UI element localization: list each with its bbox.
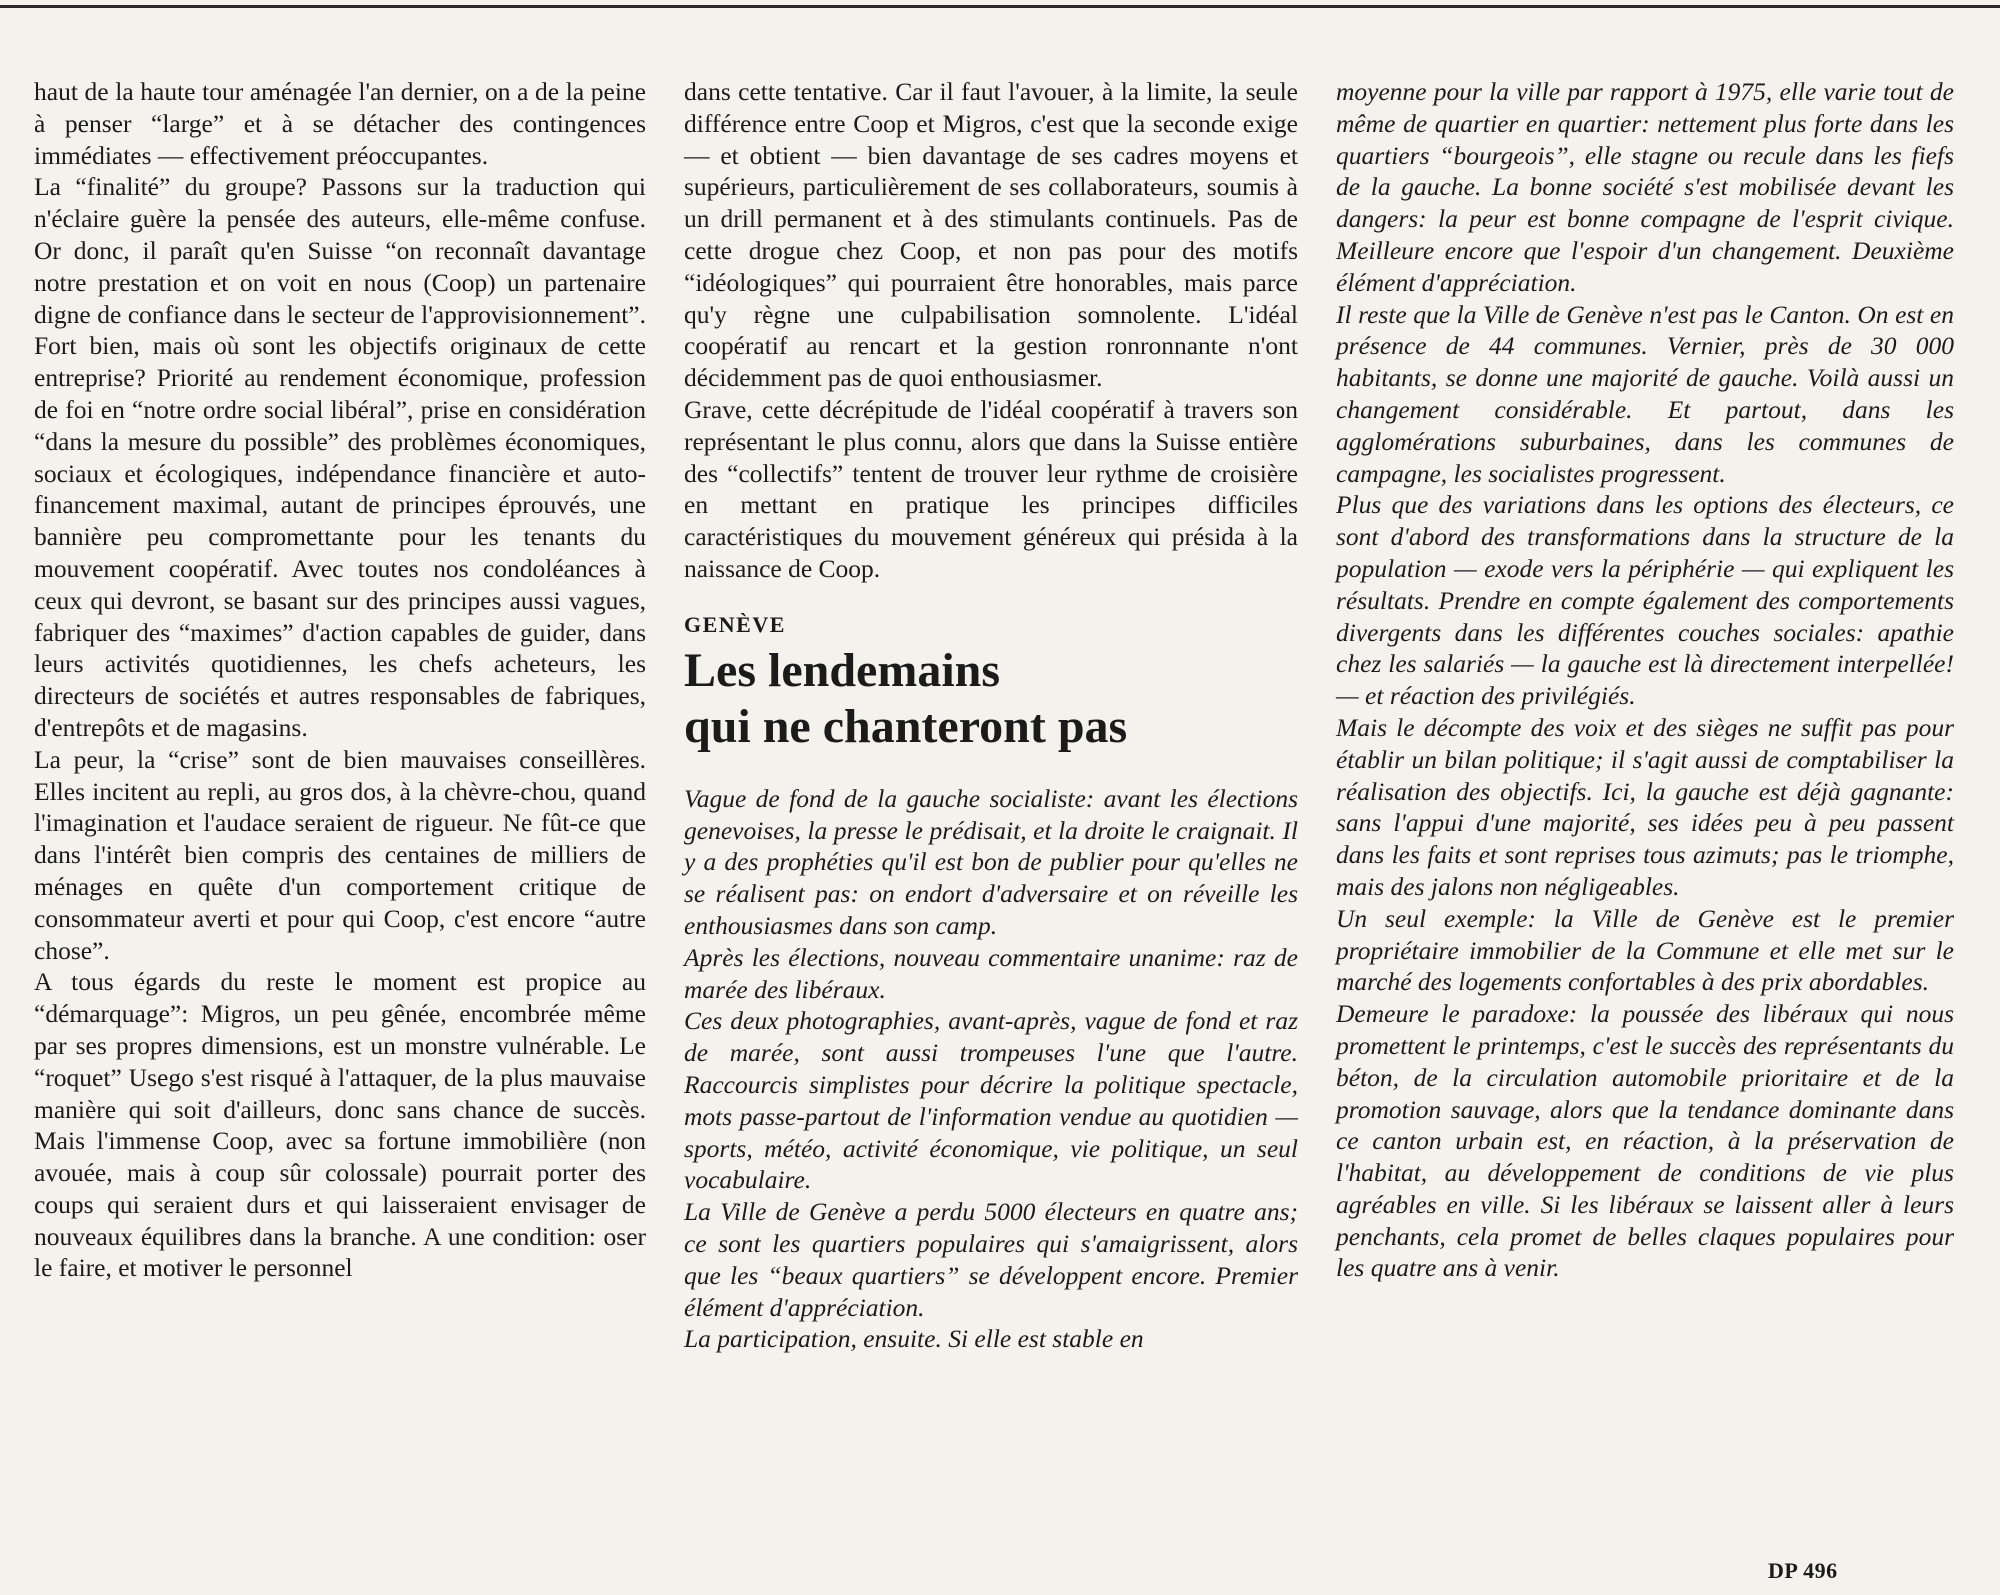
paragraph: Un seul exemple: la Ville de Genève est le premier propriétaire immobilier de la Commune et elle met sur le marché des logements confortables à des prix abordables. [1336, 903, 1954, 997]
column-3 [1336, 76, 1954, 1284]
paragraph: dans cette tentative. Car il faut l'avouer, à la limite, la seule différence entre Coop et Migros, c'est que la seconde exige — et obtient — bien davantage de ses cadres moyens et supérieurs, particulièrement de ses collaborateurs, soumis à un drill permanent et à des stimulants continuels. Pas de cette drogue chez Coop, et non pas pour des motifs “idéologiques” qui pourraient être honorables, mais parce qu'y règne une culpabilisation somnolente. L'idéal coopératif au rencart et la gestion ronronnante n'ont décidemment pas de quoi enthousiasmer. [684, 77, 1298, 393]
column-2 [684, 76, 1298, 1355]
page-folio: DP 496 [1768, 1558, 1838, 1583]
column-1 [34, 76, 646, 1284]
article-headline [684, 643, 1298, 755]
paragraph: Mais le décompte des voix et des sièges ne suffit pas pour établir un bilan politique; il s'agit aussi de comptabiliser la réalisation des objectifs. Ici, la gauche est déjà gagnante: sans l'appui d'une majorité, ses idées peu à peu passent dans les faits et sont reprises tous azimuts; pas le triomphe, mais des jalons non négligeables. [1336, 712, 1954, 901]
paragraph: A tous égards du reste le moment est propice au “démarquage”: Migros, un peu gênée, encombrée même par ses propres dimensions, est un monstre vulnérable. Le “roquet” Usego s'est risqué à l'attaquer, de la plus mauvaise manière qui soit d'ailleurs, donc sans chance de succès. Mais l'immense Coop, avec sa fortune immobilière (non avouée, mais à coup sûr colossale) pourrait porter des coups qui seraient durs et qui laisseraient envisager de nouveaux équilibres dans la branche. A une condition: oser le faire, et motiver le personnel [34, 967, 646, 1283]
paragraph: La Ville de Genève a perdu 5000 électeurs en quatre ans; ce sont les quartiers populaires qui s'amaigrissent, alors que les “beaux quartiers” se développent encore. Premier élément d'appréciation. [684, 1197, 1298, 1322]
paragraph: Ces deux photographies, avant-après, vague de fond et raz de marée, sont aussi trompeuses l'une que l'autre. Raccourcis simplistes pour décrire la politique spectacle, mots passe-partout de l'information vendue au quotidien — sports, météo, activité économique, vie politique, un seul vocabulaire. [684, 1006, 1298, 1195]
headline-line-2: qui ne chanteront pas [684, 699, 1128, 753]
paragraph: Il reste que la Ville de Genève n'est pas le Canton. On est en présence de 44 communes. Vernier, près de 30 000 habitants, se donne une majorité de gauche. Voilà aussi un changement considérable. Et partout, dans les agglomérations suburbaines, dans les communes de campagne, les socialistes progressent. [1336, 299, 1954, 488]
paragraph: Après les élections, nouveau commentaire unanime: raz de marée des libéraux. [684, 942, 1298, 1004]
paragraph: haut de la haute tour aménagée l'an dernier, on a de la peine à penser “large” et à se détacher des contingences immédiates — effectivement préoccupantes. [34, 77, 646, 170]
headline-line-1: Les lendemains [684, 643, 1001, 697]
section-kicker: GENÈVE [684, 611, 786, 637]
paragraph: Grave, cette décrépitude de l'idéal coopératif à travers son représentant le plus connu, alors que dans la Suisse entière des “collectifs” tentent de trouver leur rythme de croisière en mettant en pratique les principes difficiles caractéristiques du mouvement généreux qui présida à la naissance de Coop. [684, 394, 1298, 583]
paragraph: Demeure le paradoxe: la poussée des libéraux qui nous promettent le printemps, c'est le succès des représentants du béton, de la circulation automobile prioritaire et de la promotion sauvage, alors que la tendance dominante dans ce canton urbain est, en réaction, à la préservation de l'habitat, au développement de conditions de vie plus agréables en ville. Si les libéraux se laissent aller à leurs penchants, cela promet de belles claques populaires pour les quatre ans à venir. [1336, 999, 1954, 1283]
paragraph: La “finalité” du groupe? Passons sur la traduction qui n'éclaire guère la pensée des auteurs, elle-même confuse. Or donc, il paraît qu'en Suisse “on reconnaît davantage notre prestation et on voit en nous (Coop) un partenaire digne de confiance dans le secteur de l'approvisionnement”. Fort bien, mais où sont les objectifs originaux de cette entreprise? Priorité au rendement économique, profession de foi en “notre ordre social libéral”, prise en considération “dans la mesure du possible” des problèmes économiques, sociaux et écologiques, indépendance financière et auto-financement maximal, autant de principes éprouvés, une bannière peu compromettante pour les tenants du mouvement coopératif. Avec toutes nos condoléances à ceux qui devront, se basant sur des principes aussi vagues, fabriquer des “maximes” d'action capables de guider, dans leurs activités quotidiennes, les chefs acheteurs, les directeurs de sociétés et autres responsables de fabriques, d'entrepôts et de magasins. [34, 172, 646, 742]
paragraph: Vague de fond de la gauche socialiste: avant les élections genevoises, la presse le prédisait, et la droite le craignait. Il y a des prophéties qu'il est bon de publier pour qu'elles ne se réalisent pas: on endort d'adversaire et on réveille les enthousiasmes dans son camp. [684, 783, 1298, 940]
paragraph: Plus que des variations dans les options des électeurs, ce sont d'abord des transformations dans la structure de la population — exode vers la périphérie — qui expliquent les résultats. Prendre en compte également des comportements divergents dans les différentes couches sociales: apathie chez les salariés — la gauche est là directement interpellée! — et réaction des privilégiés. [1336, 490, 1954, 711]
article-intro [684, 783, 1298, 1355]
paragraph: La peur, la “crise” sont de bien mauvaises conseillères. Elles incitent au repli, au gros dos, à la chèvre-chou, quand l'imagination et l'audace seraient de rigueur. Ne fût-ce que dans l'intérêt bien compris des centaines de milliers de ménages en quête d'un comportement critique de consommateur averti et pour qui Coop, c'est encore “autre chose”. [34, 744, 646, 965]
paragraph: La participation, ensuite. Si elle est stable en [684, 1324, 1144, 1354]
paragraph: moyenne pour la ville par rapport à 1975, elle varie tout de même de quartier en quartier: nettement plus forte dans les quartiers “bourgeois”, elle stagne ou recule dans les fiefs de la gauche. La bonne société s'est mobilisée devant les dangers: la peur est bonne compagne de l'esprit civique. Meilleure encore que l'espoir d'un changement. Deuxième élément d'appréciation. [1336, 77, 1954, 297]
